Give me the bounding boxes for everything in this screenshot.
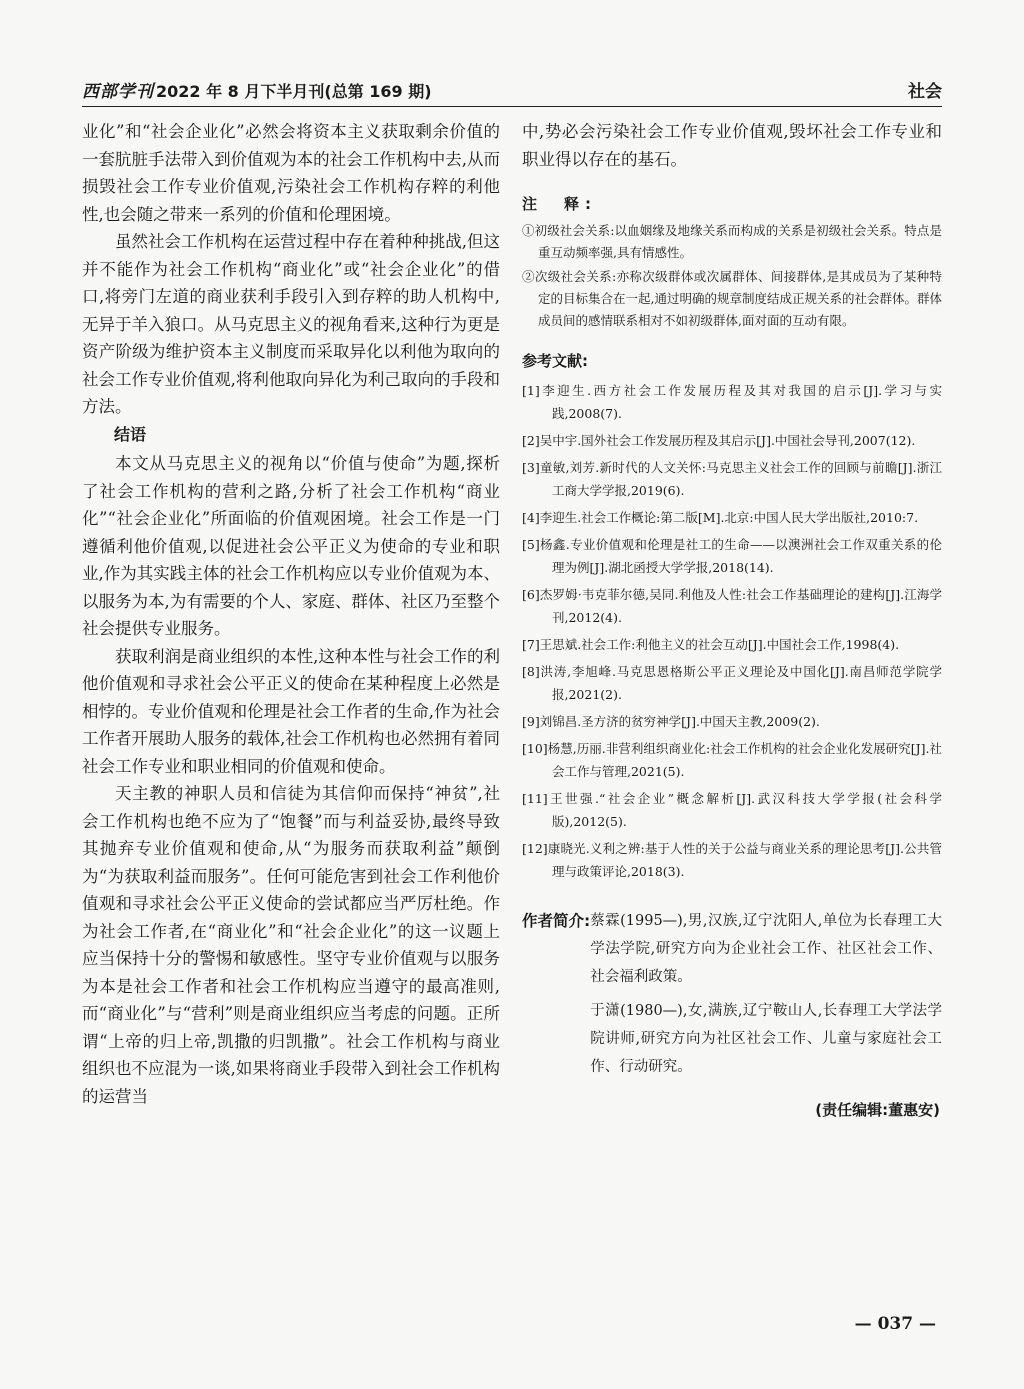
reference-item: [12]康晓光.义利之辨:基于人性的关于公益与商业关系的理论思考[J].公共管理与政策评论,2018(3).: [522, 841, 942, 879]
author-entry: 蔡霖(1995—),男,汉族,辽宁沈阳人,单位为长春理工大学法学院,研究方向为企业社会工作、社区社会工作、社会福利政策。: [590, 913, 942, 985]
reference-item: [11]王世强.“社会企业”概念解析[J].武汉科技大学学报(社会科学版),2012(5).: [522, 791, 942, 829]
author-body: [590, 907, 942, 1087]
author-entry: 于潇(1980—),女,满族,辽宁鞍山人,长春理工大学法学院讲师,研究方向为社区社会工作、儿童与家庭社会工作、行动研究。: [590, 1003, 942, 1075]
left-column: [82, 118, 500, 1110]
reference-item: [4]李迎生.社会工作概论:第二版[M].北京:中国人民大学出版社,2010:7.: [522, 510, 919, 525]
author-label: 作者简介:: [522, 912, 591, 930]
paragraph: 本文从马克思主义的视角以“价值与使命”为题,探析了社会工作机构的营利之路,分析了社会工作机构“商业化”“社会企业化”所面临的价值观困境。社会工作是一门遵循利他价值观,以促进社会公平正义为使命的专业和职业,作为其实践主体的社会工作机构应以专业价值观为本、以服务为本,为有需要的个人、家庭、群体、社区乃至整个社会提供专业服务。: [82, 454, 500, 638]
running-header: [82, 72, 942, 107]
paragraph: 业化”和“社会企业化”必然会将资本主义获取剩余价值的一套肮脏手法带入到价值观为本的社会工作机构中去,从而损毁社会工作专业价值观,污染社会工作机构存粹的利他性,也会随之带来一系列的价值和伦理困境。: [82, 122, 500, 224]
notes-heading: 注 释:: [522, 195, 597, 213]
reference-item: [3]童敏,刘芳.新时代的人文关怀:马克思主义社会工作的回顾与前瞻[J].浙江工商大学学报,2019(6).: [522, 460, 942, 498]
paragraph: 中,势必会污染社会工作专业价值观,毁坏社会工作专业和职业得以存在的基石。: [522, 122, 942, 169]
reference-item: [1]李迎生.西方社会工作发展历程及其对我国的启示[J].学习与实践,2008(7).: [522, 383, 942, 421]
reference-item: [2]吴中宇.国外社会工作发展历程及其启示[J].中国社会导刊,2007(12).: [522, 433, 916, 448]
references-heading: 参考文献:: [522, 352, 588, 370]
author-bio: [522, 907, 942, 1087]
editor-credit: (责任编辑:董惠安): [815, 1101, 940, 1119]
header-left: [82, 77, 432, 102]
reference-item: [10]杨慧,历丽.非营利组织商业化:社会工作机构的社会企业化发展研究[J].社会工作与管理,2021(5).: [522, 741, 942, 779]
note-item: ②次级社会关系:亦称次级群体或次属群体、间接群体,是其成员为了某种特定的目标集合在一起,通过明确的规章制度结成正规关系的社会群体。群体成员间的感情联系相对不如初级群体,面对面的互动有限。: [522, 269, 942, 328]
reference-item: [9]刘锦昌.圣方济的贫穷神学[J].中国天主教,2009(2).: [522, 714, 820, 729]
note-item: ①初级社会关系:以血姻缘及地缘关系而构成的关系是初级社会关系。特点是重互动频率强,具有情感性。: [522, 223, 942, 260]
right-column: [522, 118, 942, 1120]
reference-item: [5]杨鑫.专业价值观和伦理是社工的生命——以澳洲社会工作双重关系的伦理为例[J].湖北函授大学学报,2018(14).: [522, 537, 942, 575]
page-number: — 037 —: [854, 1314, 936, 1334]
issue-info: 2022 年 8 月下半月刊(总第 169 期): [156, 82, 432, 101]
reference-item: [6]杰罗姆·韦克菲尔德,吴同.利他及人性:社会工作基础理论的建构[J].江海学刊,2012(4).: [522, 587, 942, 625]
paragraph: 天主教的神职人员和信徒为其信仰而保持“神贫”,社会工作机构也绝不应为了“饱餐”而与利益妥协,最终导致其抛弃专业价值观和使命,从“为服务而获取利益”颠倒为“为获取利益而服务”。任何可能危害到社会工作利他价值观和寻求社会公平正义使命的尝试都应当严厉杜绝。作为社会工作者,在“商业化”和“社会企业化”的这一议题上应当保持十分的警惕和敏感性。坚守专业价值观与以服务为本是社会工作者和社会工作机构应当遵守的最高准则,而“商业化”与“营利”则是商业组织应当考虑的问题。正所谓“上帝的归上帝,凯撒的归凯撒”。社会工作机构与商业组织也不应混为一谈,如果将商业手段带入到社会工作机构的运营当: [82, 784, 500, 1106]
reference-item: [7]王思斌.社会工作:利他主义的社会互动[J].中国社会工作,1998(4).: [522, 637, 900, 652]
section-heading: 结语: [114, 424, 147, 444]
paragraph: 虽然社会工作机构在运营过程中存在着种种挑战,但这并不能作为社会工作机构“商业化”或“社会企业化”的借口,将旁门左道的商业获利手段引入到存粹的助人机构中,无异于羊入狼口。从马克思主义的视角看来,这种行为更是资产阶级为维护资本主义制度而采取异化以利他为取向的社会工作专业价值观,将利他取向异化为利己取向的手段和方法。: [82, 232, 500, 416]
section-name: 社会: [908, 82, 942, 102]
journal-name: 西部学刊: [82, 82, 154, 102]
reference-item: [8]洪涛,李旭峰.马克思恩格斯公平正义理论及中国化[J].南昌师范学院学报,2021(2).: [522, 664, 942, 702]
paragraph: 获取利润是商业组织的本性,这种本性与社会工作的利他价值观和寻求社会公平正义的使命在某种程度上必然是相悖的。专业价值观和伦理是社会工作者的生命,作为社会工作者开展助人服务的载体,社会工作机构也必然拥有着同社会工作专业和职业相同的价值观和使命。: [82, 646, 500, 776]
